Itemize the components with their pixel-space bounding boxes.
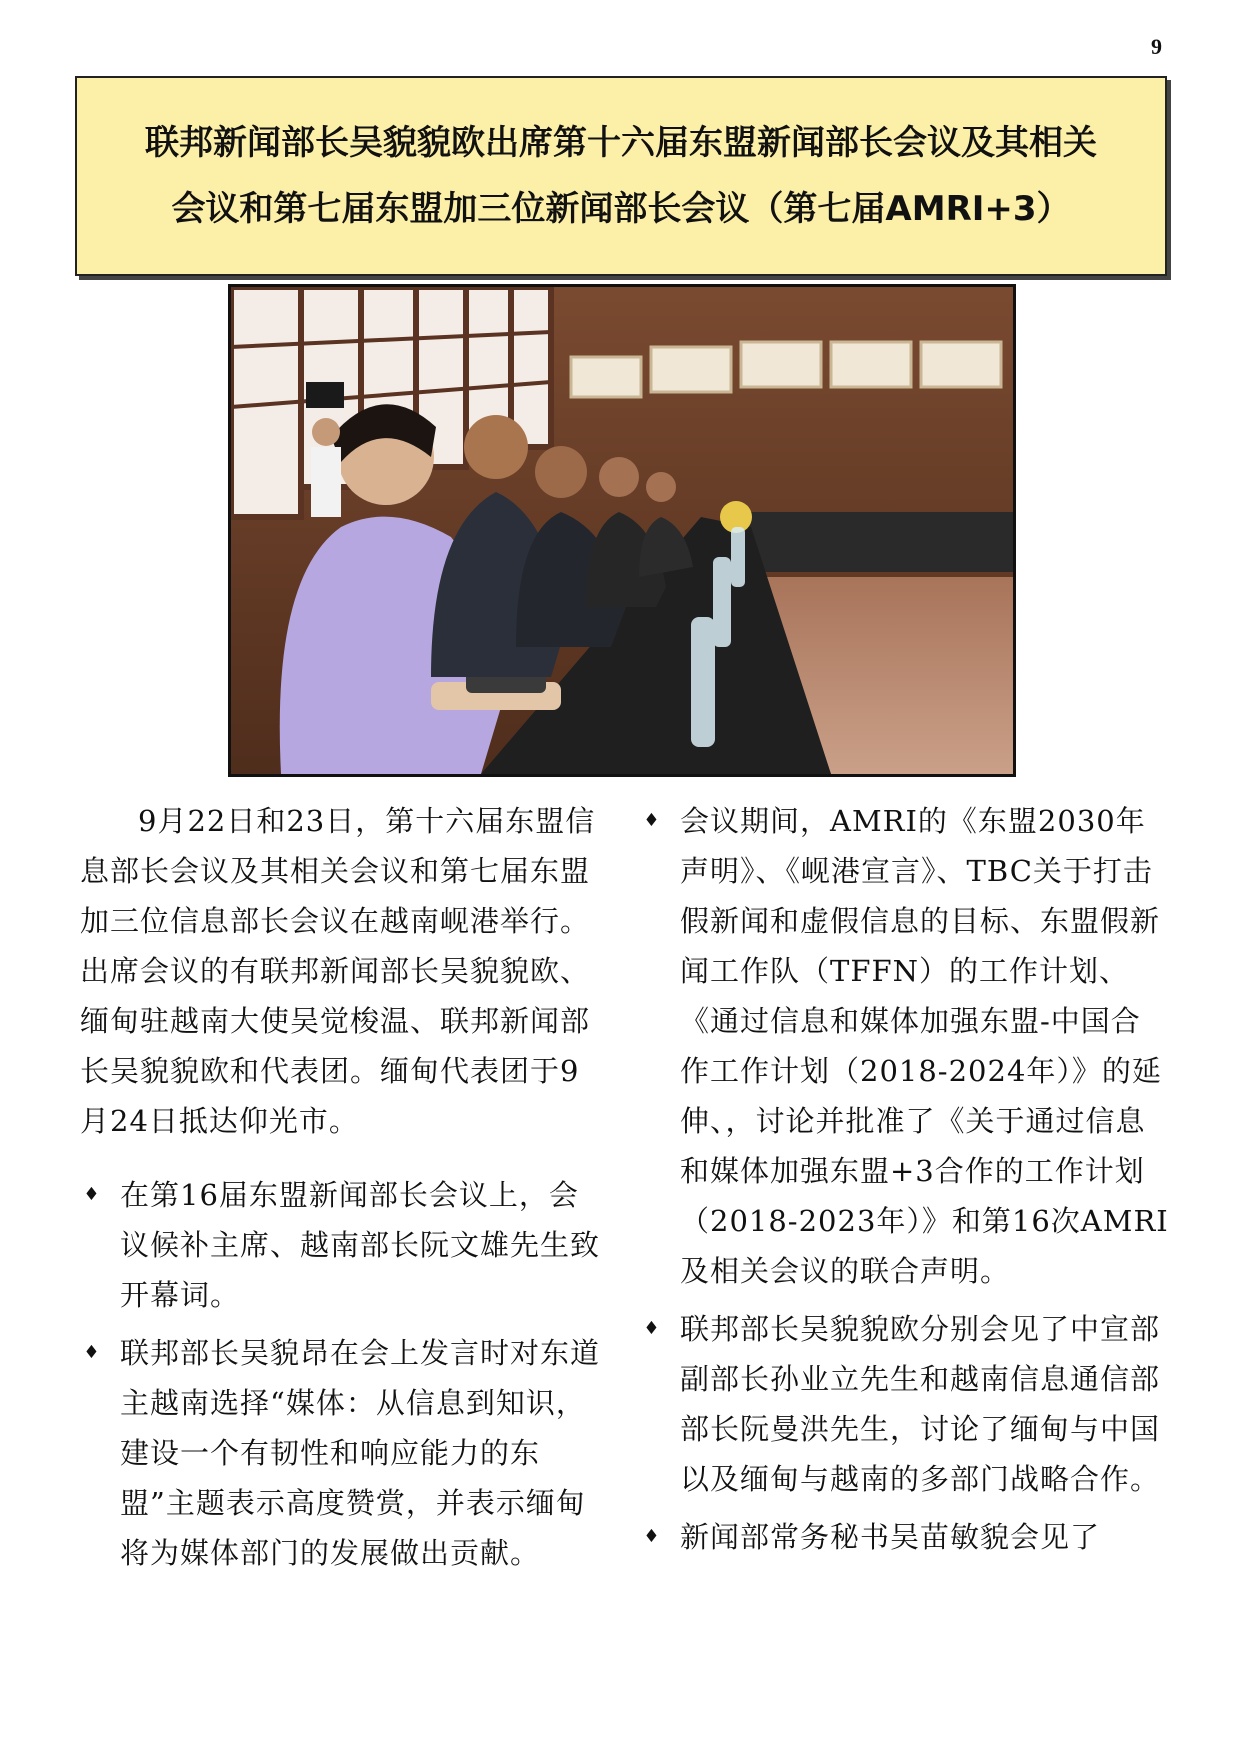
list-item-text: 联邦部长吴貌昂在会上发言时对东道主越南选择“媒体：从信息到知识，建设一个有韧性和响应能力的东盟”主题表示高度赞赏，并表示缅甸将为媒体部门的发展做出贡献。 bbox=[120, 1336, 601, 1570]
diamond-bullet-icon: ♦ bbox=[643, 1318, 661, 1339]
meeting-photo bbox=[228, 284, 1016, 777]
diamond-bullet-icon: ♦ bbox=[83, 1342, 101, 1363]
list-item bbox=[640, 1512, 1170, 1562]
list-item bbox=[80, 1170, 600, 1320]
list-item-text: 新闻部常务秘书吴苗敏貌会见了 bbox=[680, 1520, 1101, 1554]
list-item bbox=[640, 796, 1170, 1296]
meeting-photo-illustration bbox=[231, 287, 1013, 774]
right-column bbox=[640, 796, 1170, 1562]
list-item-text: 联邦部长吴貌貌欧分别会见了中宣部副部长孙业立先生和越南信息通信部部长阮曼洪先生，讨论了缅甸与中国以及缅甸与越南的多部门战略合作。 bbox=[680, 1312, 1161, 1496]
title-line-1: 联邦新闻部长吴貌貌欧出席第十六届东盟新闻部长会议及其相关 bbox=[145, 123, 1097, 163]
list-item bbox=[640, 1304, 1170, 1504]
diamond-bullet-icon: ♦ bbox=[643, 810, 661, 831]
list-item-text: 在第16届东盟新闻部长会议上，会议候补主席、越南部长阮文雄先生致开幕词。 bbox=[120, 1178, 601, 1312]
diamond-bullet-icon: ♦ bbox=[83, 1184, 101, 1205]
left-column bbox=[80, 796, 600, 1578]
page-number: 9 bbox=[1151, 34, 1162, 59]
title-banner bbox=[75, 76, 1167, 276]
title-line-2: 会议和第七届东盟加三位新闻部长会议（第七届AMRI+3） bbox=[171, 189, 1071, 229]
intro-paragraph: 9月22日和23日，第十六届东盟信息部长会议及其相关会议和第七届东盟加三位信息部长会议在越南岘港举行。出席会议的有联邦新闻部长吴貌貌欧、缅甸驻越南大使吴觉梭温、联邦新闻部长吴貌貌欧和代表团。缅甸代表团于9月24日抵达仰光市。 bbox=[80, 804, 596, 1138]
diamond-bullet-icon: ♦ bbox=[643, 1526, 661, 1547]
list-item bbox=[80, 1328, 600, 1578]
list-item-text: 会议期间，AMRI的《东盟2030年声明》、《岘港宣言》、TBC关于打击假新闻和虚假信息的目标、东盟假新闻工作队（TFFN）的工作计划、《通过信息和媒体加强东盟-中国合作工作计划（2018-2024年）》的延伸、，讨论并批准了《关于通过信息和媒体加强东盟+3合作的工作计划（2018-2023年）》和第16次AMRI及相关会议的联合声明。 bbox=[680, 804, 1169, 1288]
